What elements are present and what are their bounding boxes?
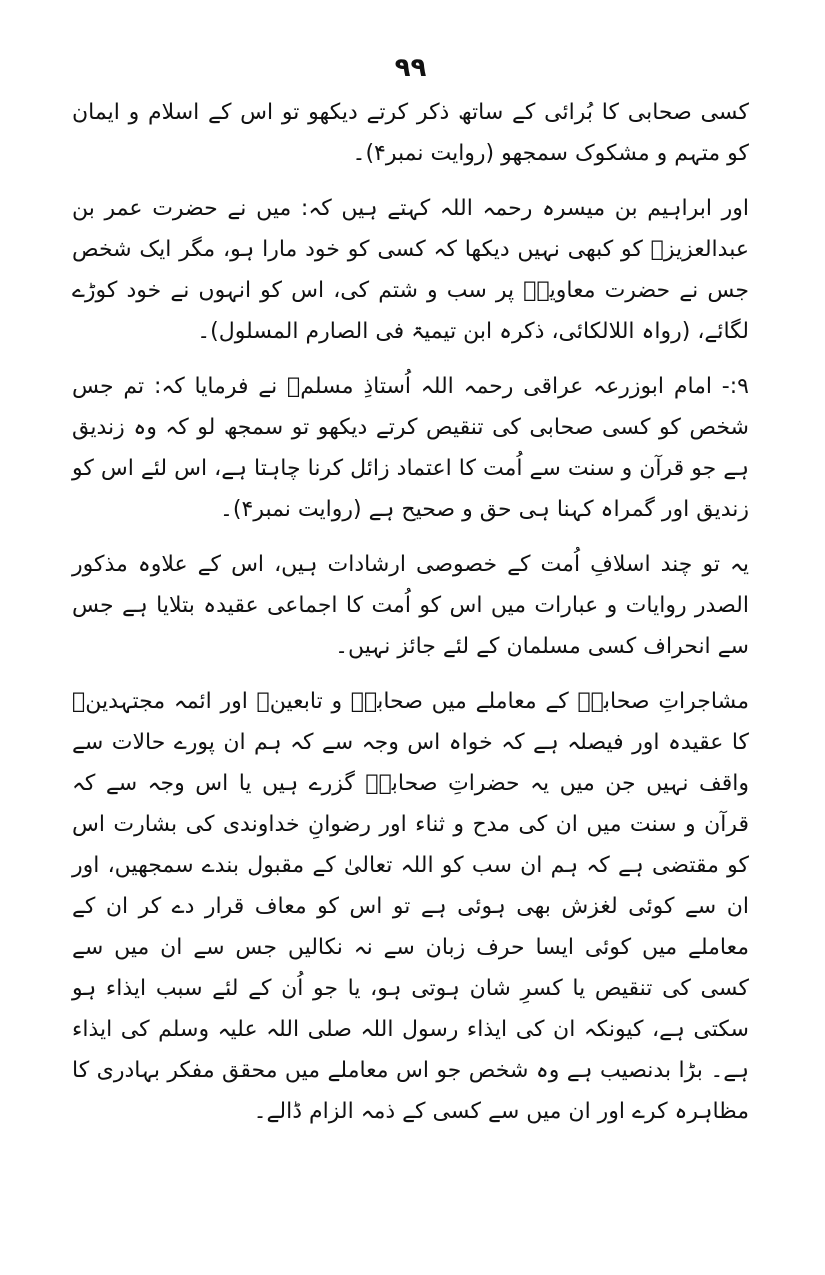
page-number: ۹۹ [394,53,427,83]
paragraph-5: مشاجراتِ صحابہؓ کے معاملے میں صحابہؓ و تابعینؒ اور ائمہ مجتہدینؒ کا عقیدہ اور فیصلہ ہے کہ خواہ اس وجہ سے کہ ہم ان پورے حالات سے واقف نہیں جن میں یہ حضراتِ صحابہؓ گزرے ہیں یا اس وجہ سے کہ قرآن و سنت میں ان کی مدح و ثناء اور رضوانِ خداوندی کی بشارت اس کو مقتضی ہے کہ ہم ان سب کو اللہ تعالیٰ کے مقبول بندے سمجھیں، اور ان سے کوئی لغزش بھی ہوئی ہے تو اس کو معاف قرار دے کر ان کے معاملے میں کوئی ایسا حرف زبان سے نہ نکالیں جس سے ان میں سے کسی کی تنقیص یا کسرِ شان ہوتی ہو، یا جو اُن کے لئے سبب ایذاء ہو سکتی ہے، کیونکہ ان کی ایذاء رسول اللہ صلی اللہ علیہ وسلم کی ایذاء ہے۔ بڑا بدنصیب ہے وہ شخص جو اس معاملے میں محقق مفکر بہادری کا مظاہرہ کرے اور ان میں سے کسی کے ذمہ الزام ڈالے۔ [72,689,749,1124]
paragraph-1: کسی صحابی کا بُرائی کے ساتھ ذکر کرتے دیکھو تو اس کے اسلام و ایمان کو متہم و مشکوک سمجھو (روایت نمبر۴)۔ [72,100,749,166]
paragraph-3: ۹:- امام ابوزرعہ عراقی رحمہ اللہ اُستاذِ مسلمؒ نے فرمایا کہ: تم جس شخص کو کسی صحابی کی تنقیص کرتے دیکھو تو سمجھ لو کہ وہ زندیق ہے جو قرآن و سنت سے اُمت کا اعتماد زائل کرنا چاہتا ہے، اس لئے اس کو زندیق اور گمراہ کہنا ہی حق و صحیح ہے (روایت نمبر۴)۔ [72,374,749,522]
paragraph-4: یہ تو چند اسلافِ اُمت کے خصوصی ارشادات ہیں، اس کے علاوہ مذکور الصدر روایات و عبارات میں اس کو اُمت کا اجماعی عقیدہ بتلایا ہے جس سے انحراف کسی مسلمان کے لئے جائز نہیں۔ [72,552,749,659]
paragraph-2: اور ابراہیم بن میسرہ رحمہ اللہ کہتے ہیں کہ: میں نے حضرت عمر بن عبدالعزیزؒ کو کبھی نہیں دیکھا کہ کسی کو خود مارا ہو، مگر ایک شخص جس نے حضرت معاویہؓ پر سب و شتم کی، اس کو انہوں نے خود کوڑے لگائے، (رواہ اللالکائی، ذکرہ ابن تیمیۃ فی الصارم المسلول)۔ [72,196,749,344]
